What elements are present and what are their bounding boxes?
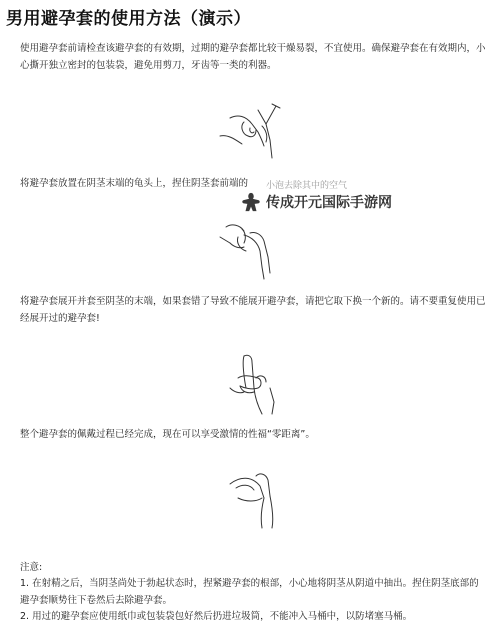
note-item-2: 2. 用过的避孕套应使用纸巾或包装袋包好然后扔进垃圾筒，不能冲入马桶中，以防堵塞马桶。 bbox=[20, 611, 413, 622]
step-3-text: 整个避孕套的佩戴过程已经完成，现在可以享受激情的性福“零距离”。 bbox=[20, 429, 315, 440]
watermark-small-text: 小泡去除其中的空气 bbox=[266, 181, 348, 191]
meeple-icon bbox=[240, 191, 262, 213]
step-2-text: 将避孕套展开并套至阴茎的末端，如果套错了导致不能展开避孕套，请把它取下换一个新的。请不要重复使用已经展开过的避孕套! bbox=[20, 296, 486, 324]
illustration-place-condom bbox=[200, 213, 300, 281]
page-title: 男用避孕套的使用方法（演示） bbox=[6, 9, 251, 29]
intro-paragraph: 使用避孕套前请检查该避孕套的有效期，过期的避孕套都比较干燥易裂，不宜使用。确保避孕套在有效期内，小心撕开独立密封的包装袋，避免用剪刀，牙齿等一类的利器。 bbox=[20, 43, 486, 71]
note-item-1: 1. 在射精之后，当阴茎尚处于勃起状态时，捏紧避孕套的根部，小心地将阴茎从阴道中抽出。捏住阴茎底部的避孕套顺势往下卷然后去除避孕套。 bbox=[20, 578, 479, 606]
watermark bbox=[240, 188, 392, 216]
illustration-condom-worn bbox=[200, 462, 300, 530]
watermark-brand: 传成开元国际手游网 bbox=[266, 195, 392, 211]
step-1-text: 将避孕套放置在阴茎末端的龟头上，捏住阴茎套前端的 bbox=[20, 178, 249, 189]
illustration-unroll-condom bbox=[200, 348, 300, 416]
notes-heading: 注意: bbox=[20, 562, 43, 573]
illustration-open-package bbox=[200, 96, 300, 164]
